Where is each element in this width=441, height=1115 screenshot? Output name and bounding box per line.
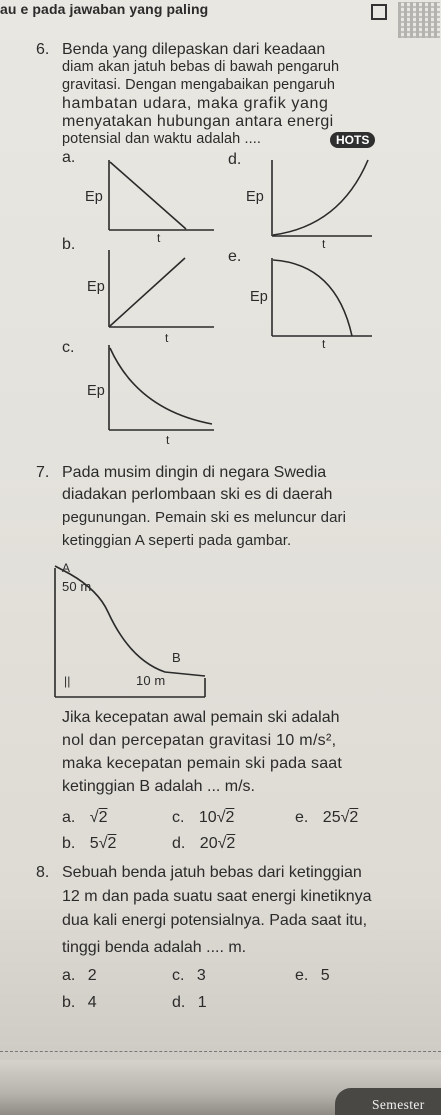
q7-option-b-rad: 2: [107, 835, 117, 852]
graph-b-option: b.: [62, 236, 76, 253]
q6-line-6: potensial dan waktu adalah ....: [62, 131, 261, 147]
graph-b-ylabel: Ep: [87, 279, 105, 295]
q7-line-4: ketinggian A seperti pada gambar.: [62, 532, 292, 549]
semester-label: Semester: [372, 1097, 425, 1112]
graph-e-curve: [273, 260, 352, 336]
q7-option-e-letter: e.: [295, 809, 309, 826]
q7-option-e[interactable]: [295, 810, 358, 826]
q7-after-line-4: ketinggian B adalah ... m/s.: [62, 778, 255, 795]
graph-b-xlabel: t: [165, 331, 169, 345]
point-b-label: B: [172, 650, 181, 665]
graph-c-xlabel: t: [166, 433, 170, 447]
q8-option-c[interactable]: [172, 968, 206, 984]
graph-d: [272, 160, 372, 236]
q7-option-e-coef: 25: [322, 809, 341, 826]
q7-option-a-rad: 2: [98, 809, 108, 826]
page-divider: [0, 1051, 441, 1052]
q7-option-d-letter: d.: [172, 835, 186, 852]
sqrt-icon: √: [340, 809, 350, 826]
q8-line-2: 12 m dan pada suatu saat energi kinetiknya: [62, 888, 372, 905]
q7-after-line-1: Jika kecepatan awal pemain ski adalah: [62, 709, 340, 726]
sqrt-icon: √: [217, 835, 227, 852]
q7-option-d-rad: 2: [226, 835, 236, 852]
q8-line-3: dua kali energi potensialnya. Pada saat itu,: [62, 912, 368, 929]
q7-option-c-letter: c.: [172, 809, 185, 826]
q8-option-b[interactable]: [62, 995, 97, 1011]
sqrt-icon: √: [216, 809, 226, 826]
graph-d-curve: [273, 160, 368, 235]
q8-option-d-letter: d.: [172, 994, 186, 1011]
graph-d-xlabel: t: [322, 237, 326, 251]
q6-line-1: Benda yang dilepaskan dari keadaan: [62, 41, 326, 58]
q7-line-2: diadakan perlombaan ski es di daerah: [62, 486, 333, 503]
graph-a: [109, 160, 214, 230]
q8-option-c-letter: c.: [172, 967, 185, 984]
graph-e-option: e.: [228, 248, 242, 265]
q7-after-line-3: maka kecepatan pemain ski pada saat: [62, 755, 343, 772]
q8-option-a-value: 2: [87, 967, 97, 984]
point-a-label: A: [62, 561, 71, 575]
q7-option-b[interactable]: [62, 836, 116, 852]
q7-option-a-letter: a.: [62, 809, 76, 826]
graph-a-curve: [110, 162, 186, 229]
graph-d-option: d.: [228, 151, 242, 168]
q6-line-5: menyatakan hubungan antara energi: [62, 113, 334, 130]
graph-b: [109, 250, 214, 327]
sqrt-icon: √: [89, 809, 99, 826]
q8-option-e-value: 5: [320, 967, 330, 984]
q7-option-c-rad: 2: [225, 809, 235, 826]
graph-c-option: c.: [62, 339, 75, 356]
header-text: au e pada jawaban yang paling: [0, 1, 209, 17]
q8-number: 8.: [36, 864, 50, 881]
height-b-label: 10 m: [136, 673, 166, 688]
slope-mark: ||: [64, 674, 71, 688]
graph-e: [272, 258, 372, 336]
sqrt-icon: √: [98, 835, 108, 852]
q8-option-a[interactable]: [62, 968, 97, 984]
graph-d-ylabel: Ep: [246, 189, 264, 205]
graph-c-curve: [110, 348, 212, 424]
graph-c: [109, 345, 214, 430]
q7-option-b-letter: b.: [62, 835, 76, 852]
graph-b-curve: [110, 258, 185, 326]
graph-c-ylabel: Ep: [87, 383, 105, 399]
q7-option-a[interactable]: [62, 810, 107, 826]
q7-option-c[interactable]: [172, 810, 234, 826]
q7-after-line-2: nol dan percepatan gravitasi 10 m/s²,: [62, 732, 337, 749]
q8-option-b-letter: b.: [62, 994, 76, 1011]
q8-line-4: tinggi benda adalah .... m.: [62, 939, 247, 956]
q7-option-b-coef: 5: [89, 835, 99, 852]
q7-option-c-coef: 10: [198, 809, 217, 826]
q7-option-d-coef: 20: [199, 835, 218, 852]
q8-option-c-value: 3: [196, 967, 206, 984]
q7-line-1: Pada musim dingin di negara Swedia: [62, 464, 327, 481]
q7-option-d[interactable]: [172, 836, 235, 852]
q6-line-3: gravitasi. Dengan mengabaikan pengaruh: [62, 77, 336, 93]
q8-option-e-letter: e.: [295, 967, 309, 984]
q8-option-d-value: 1: [197, 994, 207, 1011]
q8-option-a-letter: a.: [62, 967, 76, 984]
q8-line-1: Sebuah benda jatuh bebas dari ketinggian: [62, 864, 362, 881]
q7-line-3: pegunungan. Pemain ski es meluncur dari: [62, 509, 347, 526]
hots-badge: HOTS: [330, 132, 375, 148]
graph-a-option: a.: [62, 149, 76, 166]
height-a-label: 50 m: [62, 579, 92, 594]
q6-line-2: diam akan jatuh bebas di bawah pengaruh: [62, 59, 340, 75]
q7-number: 7.: [36, 464, 50, 481]
graph-e-ylabel: Ep: [250, 289, 268, 305]
graph-e-xlabel: t: [322, 337, 326, 351]
graph-a-ylabel: Ep: [85, 189, 103, 205]
graph-a-xlabel: t: [157, 231, 161, 245]
q8-option-e[interactable]: [295, 968, 330, 984]
q6-number: 6.: [36, 41, 50, 58]
q8-option-d[interactable]: [172, 995, 207, 1011]
q8-option-b-value: 4: [87, 994, 97, 1011]
q7-option-e-rad: 2: [349, 809, 359, 826]
q6-line-4: hambatan udara, maka grafik yang: [62, 95, 329, 112]
